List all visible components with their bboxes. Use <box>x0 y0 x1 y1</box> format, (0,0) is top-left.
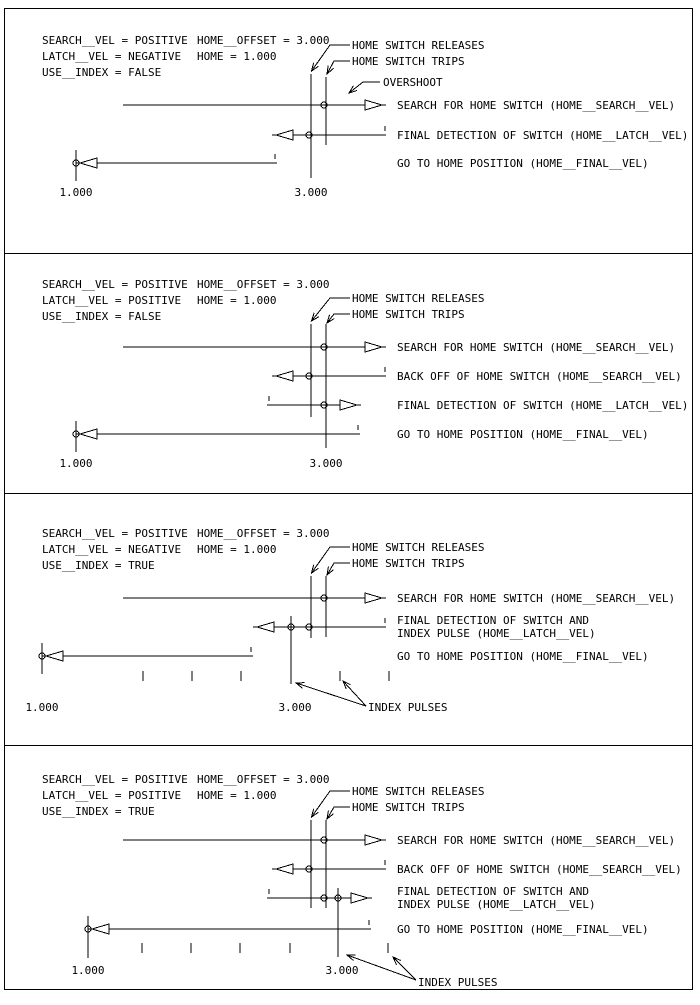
step-label: FINAL DETECTION OF SWITCH (HOME__LATCH__VEL) <box>397 129 689 142</box>
left-arrow-icon <box>257 622 274 632</box>
param-search-vel: SEARCH__VEL = POSITIVE <box>42 34 188 47</box>
step-label: GO TO HOME POSITION (HOME__FINAL__VEL) <box>397 157 649 170</box>
left-arrow-icon <box>80 158 97 168</box>
step-label: SEARCH FOR HOME SWITCH (HOME__SEARCH__VEL) <box>397 834 676 847</box>
param-use-index: USE__INDEX = TRUE <box>42 805 155 818</box>
callout-home-switch-trips: HOME SWITCH TRIPS <box>352 801 465 814</box>
right-arrow-icon <box>365 342 382 352</box>
right-arrow-icon <box>365 835 382 845</box>
param-search-vel: SEARCH__VEL = POSITIVE <box>42 773 188 786</box>
step-label: SEARCH FOR HOME SWITCH (HOME__SEARCH__VEL) <box>397 99 676 112</box>
param-use-index: USE__INDEX = FALSE <box>42 310 162 323</box>
param-use-index: USE__INDEX = TRUE <box>42 559 155 572</box>
offset-position-value: 3.000 <box>278 701 312 714</box>
param-latch-vel: LATCH__VEL = POSITIVE <box>42 294 182 307</box>
callout-home-switch-releases: HOME SWITCH RELEASES <box>352 541 485 554</box>
leader-trips <box>327 314 350 323</box>
param-home: HOME = 1.000 <box>197 294 277 307</box>
right-arrow-icon <box>365 100 382 110</box>
param-home: HOME = 1.000 <box>197 543 277 556</box>
panel-3 <box>25 527 675 714</box>
param-latch-vel: LATCH__VEL = NEGATIVE <box>42 543 182 556</box>
param-home-offset: HOME__OFFSET = 3.000 <box>197 278 330 291</box>
param-latch-vel: LATCH__VEL = NEGATIVE <box>42 50 182 63</box>
panel-1 <box>42 34 688 199</box>
step-label: FINAL DETECTION OF SWITCH AND <box>397 614 590 627</box>
offset-position-value: 3.000 <box>294 186 328 199</box>
step-label: INDEX PULSE (HOME__LATCH__VEL) <box>397 898 596 911</box>
step-label: FINAL DETECTION OF SWITCH (HOME__LATCH__VEL) <box>397 399 689 412</box>
step-label: BACK OFF OF HOME SWITCH (HOME__SEARCH__VEL) <box>397 863 682 876</box>
right-arrow-icon <box>340 400 357 410</box>
step-label: FINAL DETECTION OF SWITCH AND <box>397 885 590 898</box>
leader-trips <box>327 61 350 74</box>
left-arrow-icon <box>92 924 109 934</box>
left-arrow-icon <box>46 651 63 661</box>
left-arrow-icon <box>80 429 97 439</box>
offset-position-value: 3.000 <box>309 457 343 470</box>
callout-home-switch-releases: HOME SWITCH RELEASES <box>352 292 485 305</box>
right-arrow-icon <box>351 893 368 903</box>
panel-4 <box>42 773 682 989</box>
left-arrow-icon <box>276 864 293 874</box>
callout-home-switch-trips: HOME SWITCH TRIPS <box>352 308 465 321</box>
step-label: SEARCH FOR HOME SWITCH (HOME__SEARCH__VEL) <box>397 592 676 605</box>
callout-home-switch-trips: HOME SWITCH TRIPS <box>352 557 465 570</box>
leader-trips <box>327 563 350 575</box>
param-home-offset: HOME__OFFSET = 3.000 <box>197 34 330 47</box>
home-position-value: 1.000 <box>59 186 93 199</box>
param-home-offset: HOME__OFFSET = 3.000 <box>197 773 330 786</box>
param-search-vel: SEARCH__VEL = POSITIVE <box>42 278 188 291</box>
leader-trips <box>327 807 350 819</box>
param-home: HOME = 1.000 <box>197 789 277 802</box>
home-position-value: 1.000 <box>25 701 59 714</box>
offset-position-value: 3.000 <box>325 964 359 977</box>
leader-index-pulses <box>393 957 416 980</box>
step-label: BACK OFF OF HOME SWITCH (HOME__SEARCH__VEL) <box>397 370 682 383</box>
step-label: INDEX PULSE (HOME__LATCH__VEL) <box>397 627 596 640</box>
leader-overshoot <box>349 82 380 93</box>
param-home-offset: HOME__OFFSET = 3.000 <box>197 527 330 540</box>
callout-home-switch-trips: HOME SWITCH TRIPS <box>352 55 465 68</box>
callout-home-switch-releases: HOME SWITCH RELEASES <box>352 39 485 52</box>
step-label: GO TO HOME POSITION (HOME__FINAL__VEL) <box>397 923 649 936</box>
param-search-vel: SEARCH__VEL = POSITIVE <box>42 527 188 540</box>
home-position-value: 1.000 <box>71 964 105 977</box>
index-pulses-label: INDEX PULSES <box>418 976 498 989</box>
step-label: GO TO HOME POSITION (HOME__FINAL__VEL) <box>397 428 649 441</box>
step-label: SEARCH FOR HOME SWITCH (HOME__SEARCH__VEL) <box>397 341 676 354</box>
left-arrow-icon <box>276 371 293 381</box>
panel-2 <box>42 278 688 470</box>
callout-overshoot: OVERSHOOT <box>383 76 443 89</box>
right-arrow-icon <box>365 593 382 603</box>
left-arrow-icon <box>276 130 293 140</box>
callout-home-switch-releases: HOME SWITCH RELEASES <box>352 785 485 798</box>
index-pulses-label: INDEX PULSES <box>368 701 448 714</box>
home-position-value: 1.000 <box>59 457 93 470</box>
param-latch-vel: LATCH__VEL = POSITIVE <box>42 789 182 802</box>
param-home: HOME = 1.000 <box>197 50 277 63</box>
param-use-index: USE__INDEX = FALSE <box>42 66 162 79</box>
step-label: GO TO HOME POSITION (HOME__FINAL__VEL) <box>397 650 649 663</box>
